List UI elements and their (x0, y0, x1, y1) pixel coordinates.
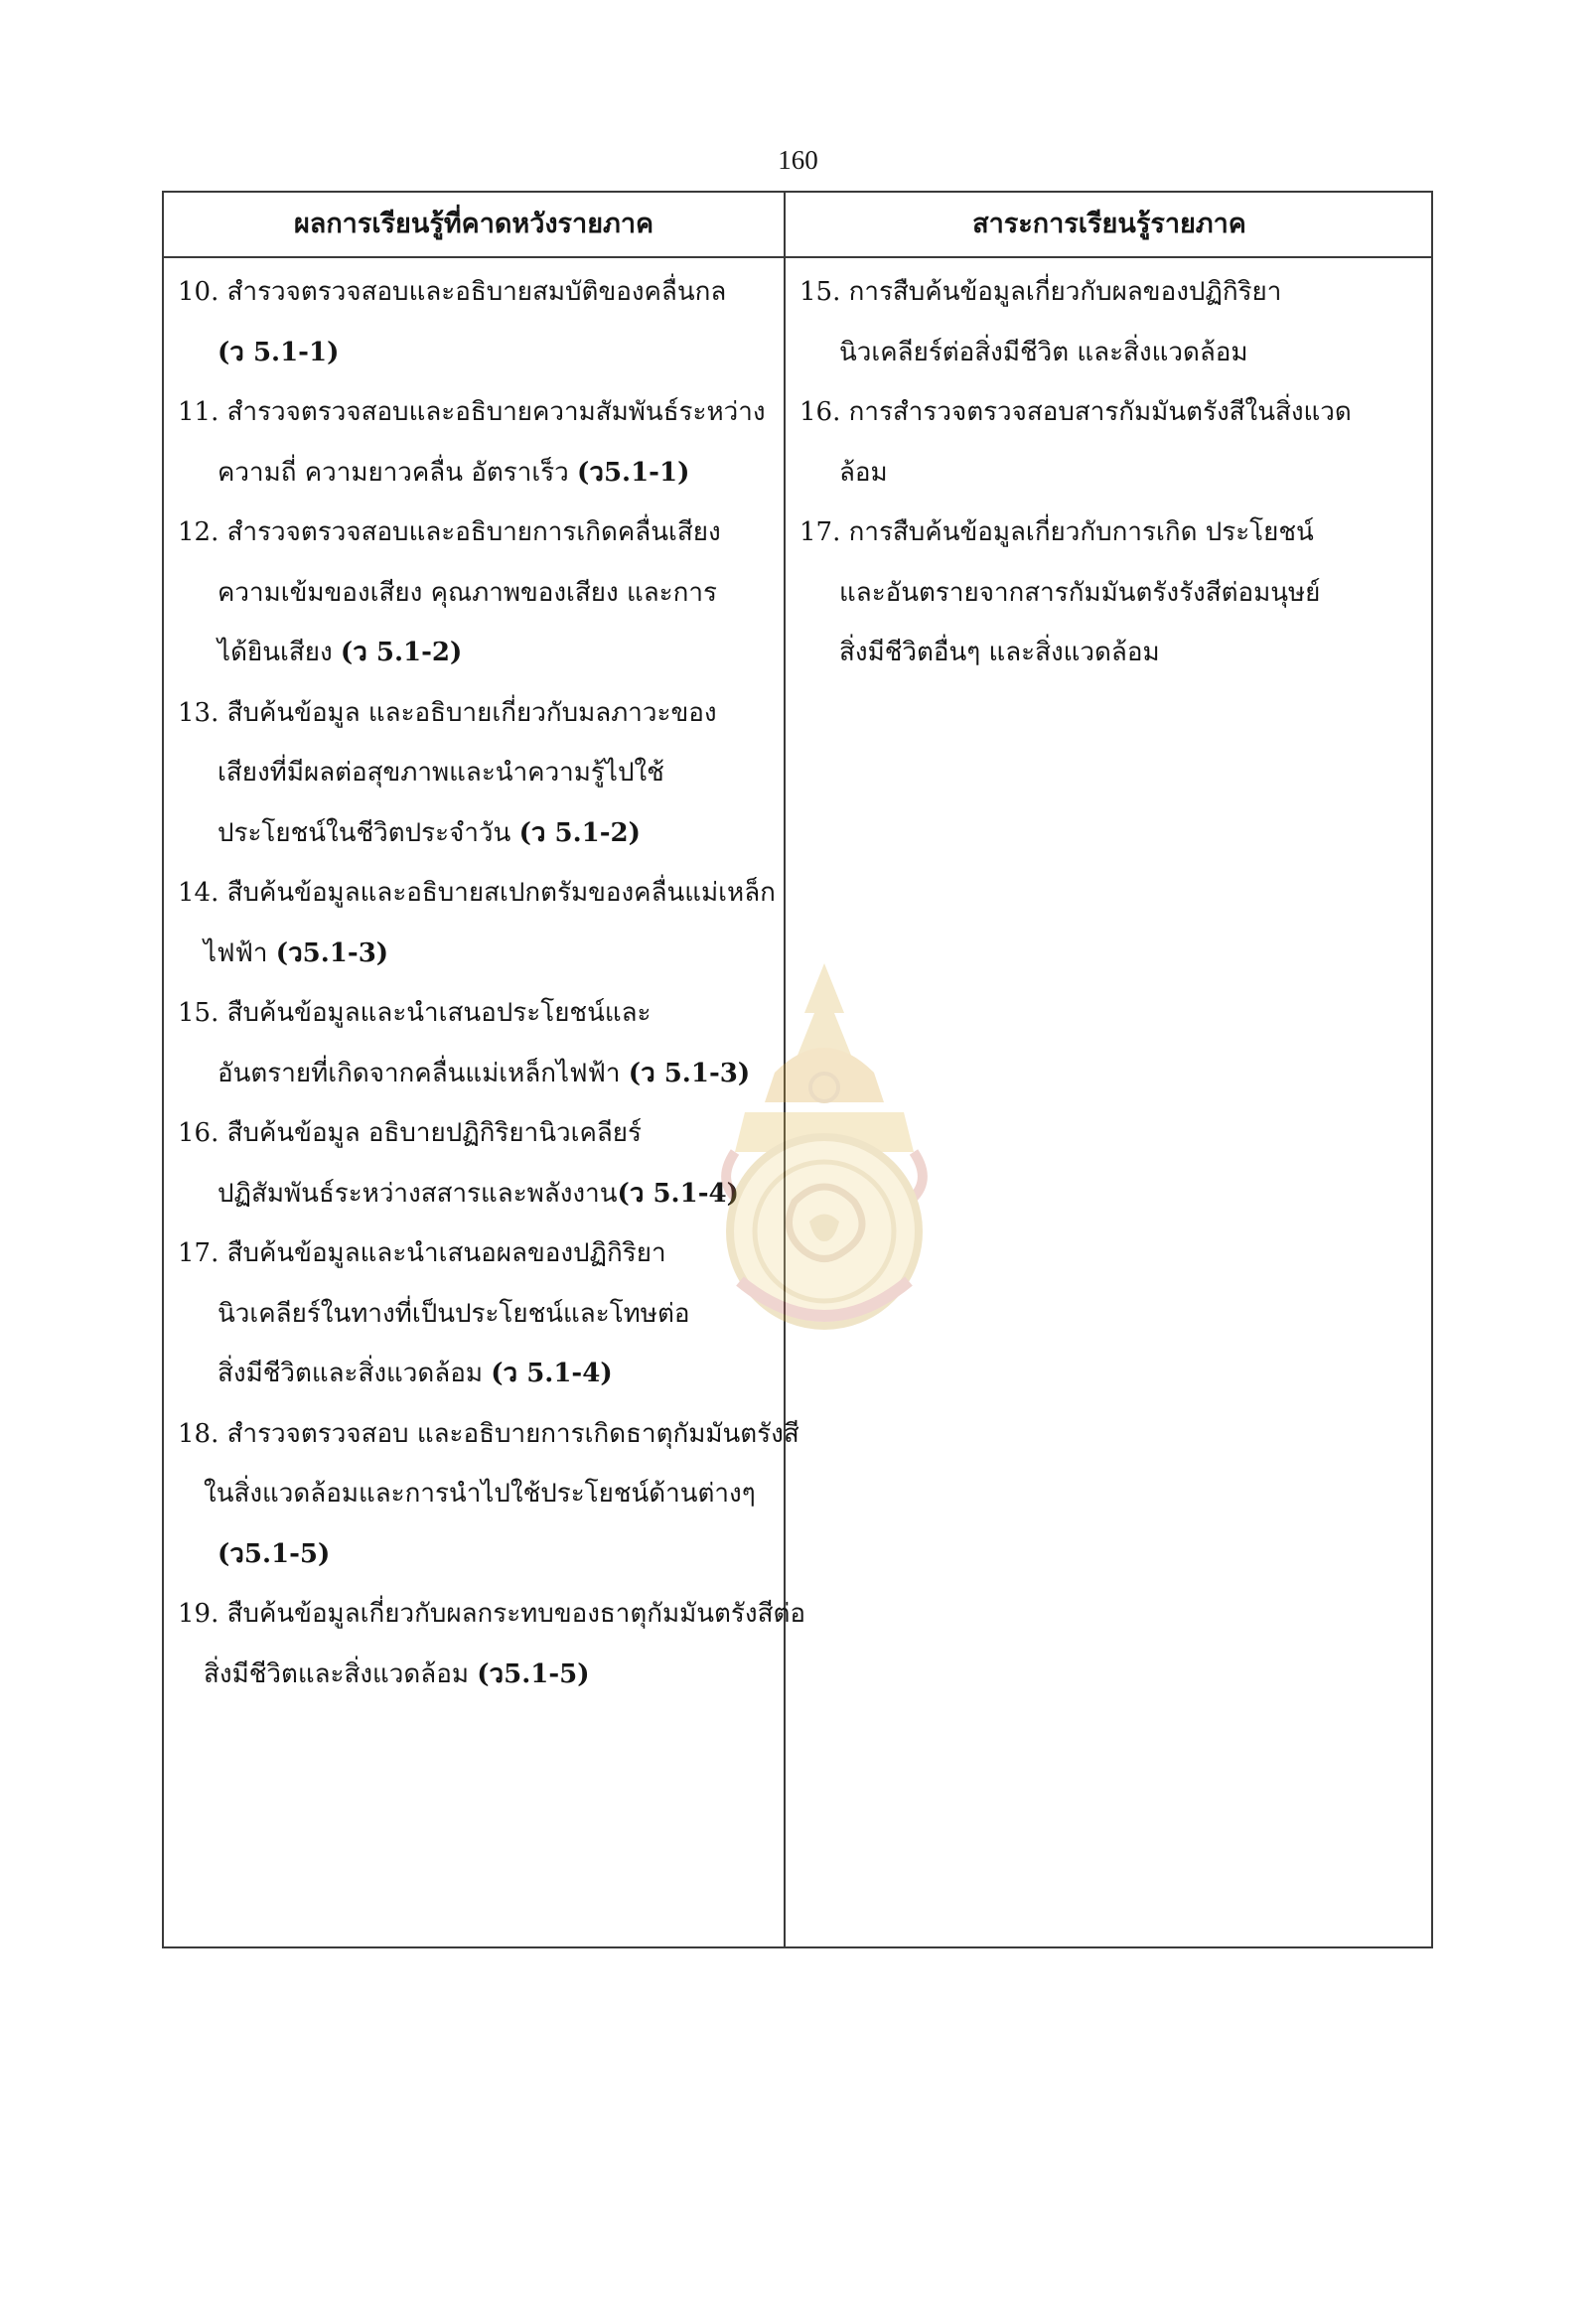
item-number: 10. (178, 277, 219, 307)
indicator-code: (ว5.1-5) (477, 1658, 590, 1689)
outcome-item (178, 262, 778, 382)
outcome-item (178, 1404, 799, 1585)
item-text: นิวเคลียร์ในทางที่เป็นประโยชน์และโทษต่อ (218, 1298, 690, 1329)
item-text: ความถี่ ความยาวคลื่น อัตราเร็ว (218, 457, 569, 488)
item-text: สำรวจตรวจสอบและอธิบายความสัมพันธ์ระหว่าง (226, 397, 766, 427)
outcome-item (178, 1584, 805, 1704)
item-text: สำรวจตรวจสอบและอธิบายสมบัติของคลื่นกล (226, 277, 727, 307)
outcome-item (178, 683, 778, 864)
column-divider (784, 193, 786, 1946)
item-text: เสียงที่มีผลต่อสุขภาพและนำความรู้ไปใช้ (218, 758, 664, 788)
item-number: 12. (178, 517, 219, 547)
item-text: ประโยชน์ในชีวิตประจำวัน (218, 817, 511, 848)
item-number: 13. (178, 697, 219, 728)
item-number: 19. (178, 1599, 219, 1629)
item-number: 15. (799, 277, 841, 307)
expected-outcomes-column (178, 258, 805, 1704)
indicator-code: (ว5.1-5) (218, 1538, 331, 1569)
indicator-code: (ว 5.1-4) (617, 1178, 739, 1209)
outcome-item (178, 503, 778, 683)
item-number: 17. (799, 517, 841, 547)
item-text: ล้อม (839, 457, 888, 488)
item-text: ไฟฟ้า (204, 937, 268, 968)
item-text: ปฏิสัมพันธ์ระหว่างสสารและพลังงาน (218, 1178, 618, 1209)
curriculum-table (162, 191, 1433, 1948)
table-header-row (164, 193, 1431, 258)
item-text: สิ่งมีชีวิตและสิ่งแวดล้อม (204, 1658, 469, 1689)
content-item (799, 262, 1425, 382)
item-number: 17. (178, 1238, 219, 1268)
item-text: สิ่งมีชีวิตและสิ่งแวดล้อม (218, 1359, 483, 1388)
item-number: 11. (178, 397, 219, 427)
item-text: สืบค้นข้อมูล และอธิบายเกี่ยวกับมลภาวะของ (226, 697, 717, 728)
item-text: ความเข้มของเสียง คุณภาพของเสียง และการ (218, 577, 717, 608)
item-number: 18. (178, 1418, 219, 1449)
indicator-code: (ว 5.1-3) (628, 1058, 751, 1088)
outcome-item (178, 1223, 778, 1404)
indicator-code: (ว5.1-3) (275, 937, 389, 968)
item-text: สืบค้นข้อมูลและอธิบายสเปกตรัมของคลื่นแม่เหล็ก (226, 878, 776, 908)
item-text: ในสิ่งแวดล้อมและการนำไปใช้ประโยชน์ด้านต่างๆ (204, 1479, 756, 1509)
item-text: สืบค้นข้อมูล อธิบายปฏิกิริยานิวเคลียร์ (226, 1118, 642, 1148)
item-text: การสืบค้นข้อมูลเกี่ยวกับผลของปฏิกิริยา (848, 277, 1282, 307)
item-text: สืบค้นข้อมูลและนำเสนอประโยชน์และ (226, 998, 652, 1028)
outcome-item (178, 983, 778, 1103)
item-text: สืบค้นข้อมูลเกี่ยวกับผลกระทบของธาตุกัมมันตรังสีต่อ (226, 1599, 805, 1629)
outcome-item (178, 382, 778, 503)
item-text: สืบค้นข้อมูลและนำเสนอผลของปฏิกิริยา (226, 1238, 666, 1268)
item-number: 14. (178, 878, 219, 908)
item-number: 15. (178, 998, 219, 1028)
item-number: 16. (178, 1118, 219, 1148)
page-number: 160 (778, 145, 818, 175)
header-expected-outcomes: ผลการเรียนรู้ที่คาดหวังรายภาค (293, 209, 654, 239)
item-text: การสืบค้นข้อมูลเกี่ยวกับการเกิด ประโยชน์ (848, 517, 1314, 547)
item-text: สิ่งมีชีวิตอื่นๆ และสิ่งแวดล้อม (839, 638, 1160, 667)
header-learning-content: สาระการเรียนรู้รายภาค (972, 209, 1246, 239)
item-text: สำรวจตรวจสอบและอธิบายการเกิดคลื่นเสียง (226, 517, 721, 547)
indicator-code: (ว5.1-1) (577, 457, 690, 488)
content-item (799, 503, 1425, 683)
indicator-code: (ว 5.1-1) (218, 337, 340, 367)
item-text: การสำรวจตรวจสอบสารกัมมันตรังสีในสิ่งแวด (848, 397, 1352, 427)
item-text: สำรวจตรวจสอบ และอธิบายการเกิดธาตุกัมมันตรังสี (226, 1418, 799, 1449)
item-text: อันตรายที่เกิดจากคลื่นแม่เหล็กไฟฟ้า (218, 1058, 621, 1088)
item-number: 16. (799, 397, 841, 427)
item-text: ได้ยินเสียง (218, 638, 333, 667)
indicator-code: (ว 5.1-2) (340, 638, 463, 667)
item-text: และอันตรายจากสารกัมมันตรังรังสีต่อมนุษย์ (839, 577, 1321, 608)
indicator-code: (ว 5.1-4) (491, 1359, 613, 1388)
content-item (799, 382, 1425, 503)
indicator-code: (ว 5.1-2) (518, 817, 641, 848)
outcome-item (178, 863, 778, 983)
item-text: นิวเคลียร์ต่อสิ่งมีชีวิต และสิ่งแวดล้อม (839, 337, 1248, 367)
outcome-item (178, 1103, 778, 1223)
learning-content-column (799, 258, 1425, 683)
